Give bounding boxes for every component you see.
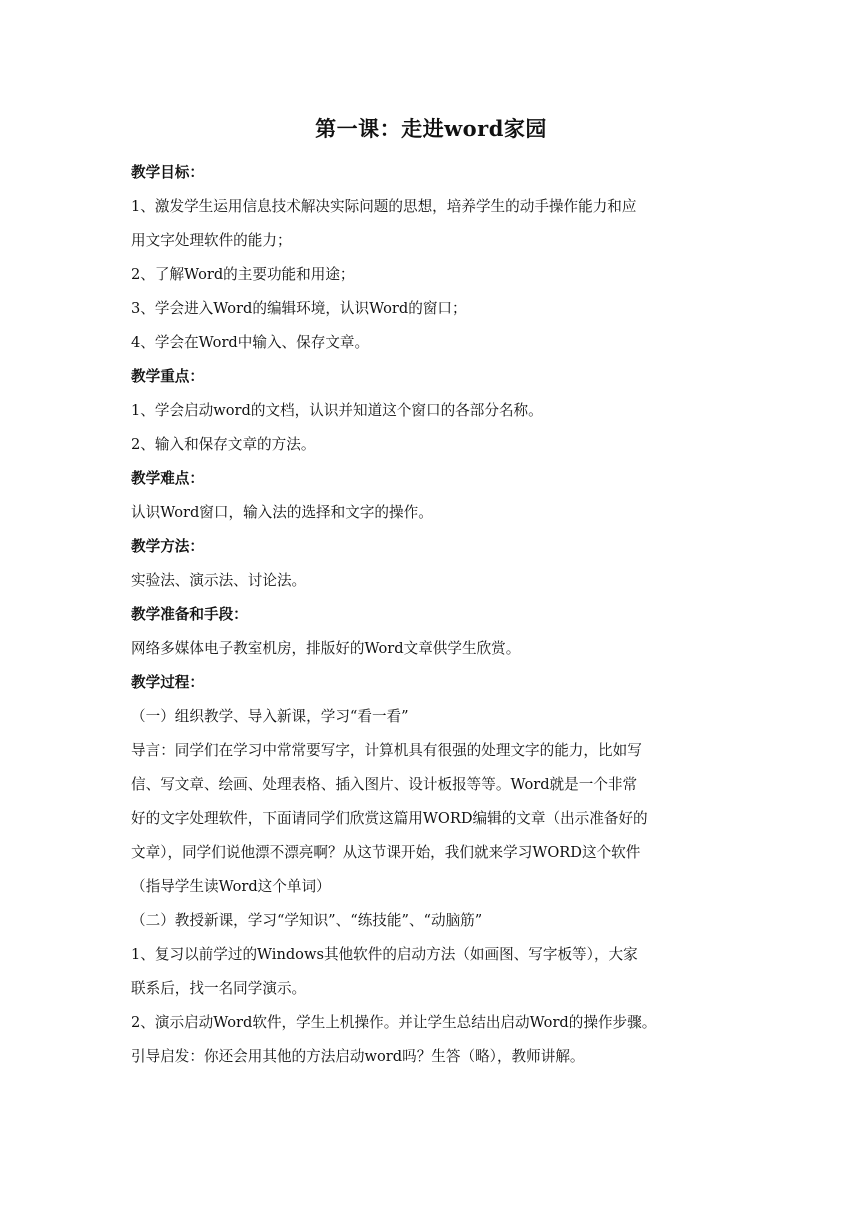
objective-item: 1、激发学生运用信息技术解决实际问题的思想，培养学生的动手操作能力和应	[131, 198, 637, 215]
process-item: 导言：同学们在学习中常常要写字，计算机具有很强的处理文字的能力，比如写	[131, 742, 642, 759]
process-item: 1、复习以前学过的Windows其他软件的启动方法（如画图、写字板等），大家	[131, 946, 638, 963]
objective-item: 3、学会进入Word的编辑环境，认识Word的窗口；	[131, 300, 467, 317]
process-item: 联系后，找一名同学演示。	[131, 980, 307, 997]
section-objectives	[131, 156, 731, 360]
objective-item: 2、了解Word的主要功能和用途；	[131, 266, 355, 283]
key-point-item: 2、输入和保存文章的方法。	[131, 436, 316, 453]
section-preparation	[131, 598, 731, 666]
process-item: 信、写文章、绘画、处理表格、插入图片、设计板报等等。Word就是一个非常	[131, 776, 638, 793]
section-heading-objectives: 教学目标：	[131, 164, 204, 181]
section-heading-process: 教学过程：	[131, 674, 204, 691]
process-item: （指导学生读Word这个单词）	[131, 878, 331, 895]
section-process	[131, 666, 731, 1074]
process-item: 好的文字处理软件，下面请同学们欣赏这篇用WORD编辑的文章（出示准备好的	[131, 810, 648, 827]
section-key-points	[131, 360, 731, 462]
objective-item: 用文字处理软件的能力；	[131, 232, 292, 249]
document-page	[131, 112, 731, 1074]
process-item: 引导启发：你还会用其他的方法启动word吗？生答（略），教师讲解。	[131, 1048, 585, 1065]
section-heading-difficulties: 教学难点：	[131, 470, 204, 487]
process-item: 2、演示启动Word软件，学生上机操作。并让学生总结出启动Word的操作步骤。	[131, 1014, 657, 1031]
process-item: （一）组织教学、导入新课，学习“看一看”	[131, 708, 409, 725]
difficulty-item: 认识Word窗口，输入法的选择和文字的操作。	[131, 504, 433, 521]
section-methods	[131, 530, 731, 598]
process-item: 文章），同学们说他漂不漂亮啊？从这节课开始，我们就来学习WORD这个软件	[131, 844, 641, 861]
key-point-item: 1、学会启动word的文档，认识并知道这个窗口的各部分名称。	[131, 402, 543, 419]
section-difficulties	[131, 462, 731, 530]
method-item: 实验法、演示法、讨论法。	[131, 572, 307, 589]
section-heading-key-points: 教学重点：	[131, 368, 204, 385]
section-heading-preparation: 教学准备和手段：	[131, 606, 248, 623]
section-heading-methods: 教学方法：	[131, 538, 204, 555]
process-item: （二）教授新课，学习“学知识”、“练技能”、“动脑筋”	[131, 912, 483, 929]
document-title: 第一课：走进word家园	[315, 116, 547, 141]
objective-item: 4、学会在Word中输入、保存文章。	[131, 334, 370, 351]
preparation-item: 网络多媒体电子教室机房，排版好的Word文章供学生欣赏。	[131, 640, 521, 657]
